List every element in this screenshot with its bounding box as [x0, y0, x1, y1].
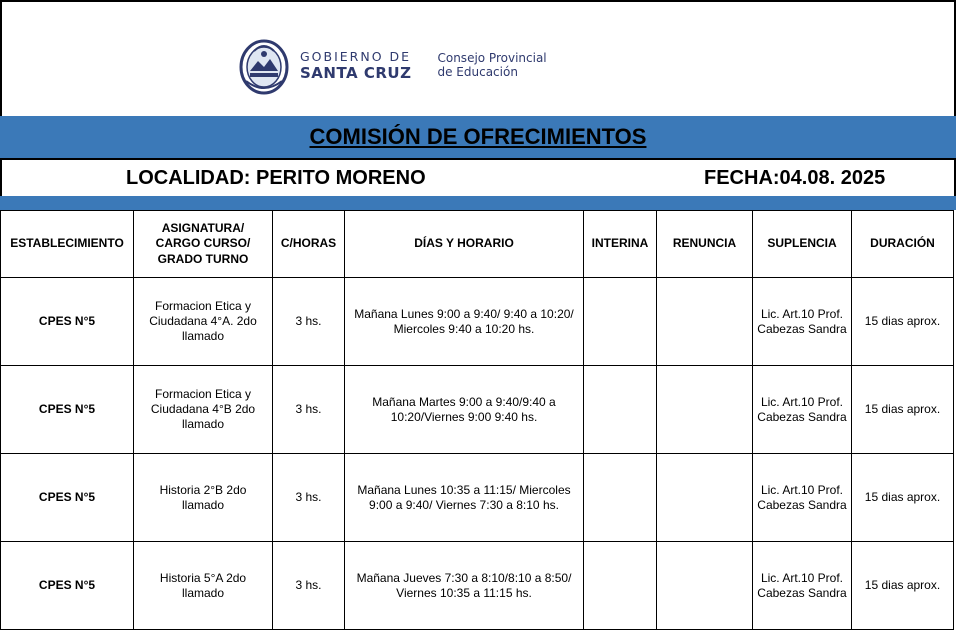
cell-dias: [345, 366, 584, 454]
cell-dias: [345, 454, 584, 542]
cell-dias-line-1: Mañana Lunes 9:00 a 9:40/ 9:40 a 10:20/: [354, 306, 574, 321]
table-row: [1, 454, 954, 542]
cell-asignatura-line-3: llamado: [181, 417, 225, 431]
title-bar: [0, 116, 956, 158]
cell-suplencia: [753, 454, 852, 542]
col-horas: C/HORAS: [273, 211, 345, 278]
cell-asignatura-line-2: llamado: [181, 497, 225, 512]
cell-duracion: 15 dias aprox.: [852, 278, 954, 366]
cell-establecimiento: CPES N°5: [1, 278, 134, 366]
cell-dias: [345, 278, 584, 366]
table-header-row: [1, 211, 954, 278]
cell-suplencia-line-2: Cabezas Sandra: [757, 497, 847, 512]
cell-dias-line-2: 10:20/Viernes 9:00 9:40 hs.: [390, 409, 538, 424]
cell-suplencia-line-2: Cabezas Sandra: [757, 585, 847, 600]
cell-dias: [345, 542, 584, 630]
date-label: FECHA:04.08. 2025: [704, 167, 886, 189]
cell-suplencia-line-1: Lic. Art.10 Prof.: [760, 482, 844, 497]
locality-row: [0, 158, 956, 198]
cell-suplencia-line-1: Lic. Art.10 Prof.: [760, 570, 844, 585]
cell-asignatura-line-2: llamado: [181, 585, 225, 600]
cell-asignatura-line-1: Historia 5°A 2do: [159, 570, 247, 585]
gov-line-1: GOBIERNO DE: [300, 48, 412, 64]
cell-asignatura: [134, 542, 273, 630]
cell-asignatura-line-1: Formacion Etica y: [154, 387, 252, 401]
cell-horas: 3 hs.: [273, 542, 345, 630]
col-asignatura-line-3: GRADO TURNO: [157, 251, 249, 266]
cell-renuncia: [657, 542, 753, 630]
cell-asignatura: [134, 278, 273, 366]
col-interina: INTERINA: [584, 211, 657, 278]
cell-suplencia-line-2: Cabezas Sandra: [757, 321, 847, 336]
cell-asignatura-line-1: Formacion Etica y: [154, 299, 252, 313]
cell-renuncia: [657, 278, 753, 366]
cell-asignatura-line-2: Ciudadana 4°A. 2do: [149, 314, 257, 328]
cell-interina: [584, 366, 657, 454]
cell-horas: 3 hs.: [273, 278, 345, 366]
cell-suplencia-line-1: Lic. Art.10 Prof.: [760, 394, 844, 409]
cell-duracion: 15 dias aprox.: [852, 366, 954, 454]
col-suplencia: SUPLENCIA: [753, 211, 852, 278]
government-logo: [238, 36, 547, 96]
table-row: [1, 366, 954, 454]
cell-asignatura-line-2: Ciudadana 4°B 2do: [150, 402, 256, 416]
cell-asignatura-line-3: llamado: [181, 329, 225, 343]
col-asignatura-line-1: ASIGNATURA/: [161, 220, 245, 235]
cell-asignatura-line-1: Historia 2°B 2do: [159, 482, 247, 497]
col-asignatura: [134, 211, 273, 278]
provincial-seal-icon: [238, 37, 290, 95]
cell-interina: [584, 454, 657, 542]
cell-suplencia: [753, 366, 852, 454]
col-establecimiento: ESTABLECIMIENTO: [1, 211, 134, 278]
cell-establecimiento: CPES N°5: [1, 366, 134, 454]
col-asignatura-line-2: CARGO CURSO/: [155, 236, 251, 251]
cell-horas: 3 hs.: [273, 366, 345, 454]
cell-establecimiento: CPES N°5: [1, 542, 134, 630]
cell-dias-line-1: Mañana Martes 9:00 a 9:40/9:40 a: [372, 394, 556, 409]
table-row: [1, 542, 954, 630]
cell-dias-line-1: Mañana Lunes 10:35 a 11:15/ Miercoles: [357, 482, 571, 497]
cell-dias-line-2: Viernes 10:35 a 11:15 hs.: [396, 585, 532, 600]
cell-suplencia-line-1: Lic. Art.10 Prof.: [760, 306, 844, 321]
col-duracion: DURACIÓN: [852, 211, 954, 278]
gov-line-2: SANTA CRUZ: [300, 64, 412, 83]
cell-interina: [584, 542, 657, 630]
council-line-1: Consejo Provincial: [437, 51, 547, 66]
separator-strip: [0, 196, 956, 210]
cell-asignatura: [134, 454, 273, 542]
locality-label: LOCALIDAD: PERITO MORENO: [126, 167, 426, 189]
cell-suplencia-line-2: Cabezas Sandra: [757, 409, 847, 424]
cell-horas: 3 hs.: [273, 454, 345, 542]
cell-dias-line-1: Mañana Jueves 7:30 a 8:10/8:10 a 8:50/: [356, 570, 572, 585]
col-renuncia: RENUNCIA: [657, 211, 753, 278]
cell-interina: [584, 278, 657, 366]
council-line-2: de Educación: [437, 65, 518, 79]
cell-dias-line-2: 9:00 a 9:40/ Viernes 7:30 a 8:10 hs.: [369, 497, 559, 512]
cell-dias-line-2: Miercoles 9:40 a 10:20 hs.: [393, 321, 535, 336]
cell-renuncia: [657, 366, 753, 454]
table-row: [1, 278, 954, 366]
col-dias: DÍAS Y HORARIO: [345, 211, 584, 278]
cell-duracion: 15 dias aprox.: [852, 454, 954, 542]
cell-suplencia: [753, 542, 852, 630]
letterhead: [0, 0, 956, 118]
cell-establecimiento: CPES N°5: [1, 454, 134, 542]
offers-table: [0, 210, 954, 630]
cell-duracion: 15 dias aprox.: [852, 542, 954, 630]
page-title: COMISIÓN DE OFRECIMIENTOS: [309, 124, 647, 149]
cell-suplencia: [753, 278, 852, 366]
cell-asignatura: [134, 366, 273, 454]
cell-renuncia: [657, 454, 753, 542]
